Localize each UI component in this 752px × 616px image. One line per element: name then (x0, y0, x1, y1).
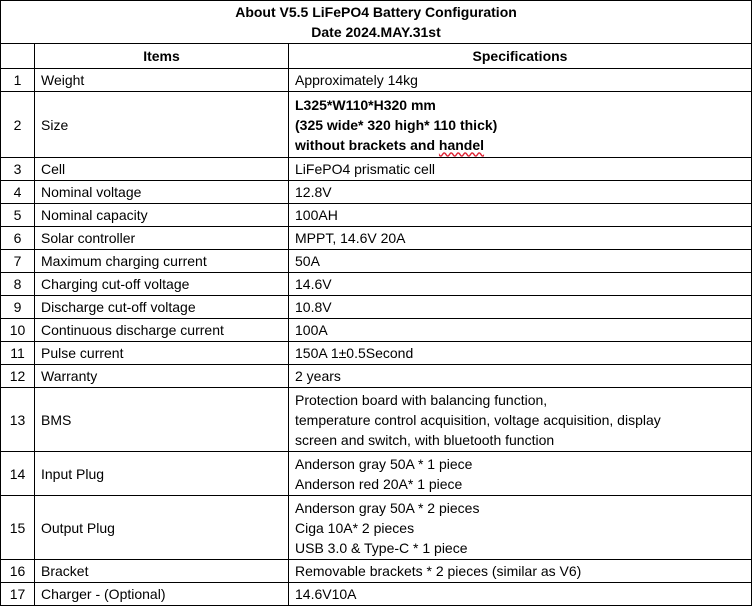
header-row (1, 44, 752, 69)
row-spec: 100A (289, 319, 752, 342)
table-row (1, 181, 752, 204)
spellcheck-word: handel (438, 136, 485, 153)
row-item: Maximum charging current (35, 250, 289, 273)
row-spec (289, 388, 752, 452)
table-row (1, 250, 752, 273)
row-item: Discharge cut-off voltage (35, 296, 289, 319)
row-item: Pulse current (35, 342, 289, 365)
header-number (1, 44, 35, 69)
spec-line: Anderson gray 50A * 1 piece (295, 455, 473, 472)
row-number: 8 (1, 273, 35, 296)
table-row (1, 273, 752, 296)
row-spec (289, 92, 752, 158)
spec-text: without brackets and (295, 136, 439, 153)
row-spec: 14.6V10A (289, 583, 752, 606)
row-spec: 10.8V (289, 296, 752, 319)
table-row (1, 496, 752, 560)
row-item: Nominal voltage (35, 181, 289, 204)
row-number: 10 (1, 319, 35, 342)
row-item: Bracket (35, 560, 289, 583)
row-number: 11 (1, 342, 35, 365)
title-line-1: About V5.5 LiFePO4 Battery Configuration (235, 4, 517, 20)
table-row (1, 342, 752, 365)
row-item: Nominal capacity (35, 204, 289, 227)
row-item: Input Plug (35, 452, 289, 496)
row-spec: 12.8V (289, 181, 752, 204)
row-number: 14 (1, 452, 35, 496)
row-spec: 50A (289, 250, 752, 273)
row-number: 3 (1, 158, 35, 181)
table-title (1, 1, 752, 44)
title-row (1, 1, 752, 44)
table-row (1, 452, 752, 496)
header-specifications: Specifications (289, 44, 752, 69)
spec-line: L325*W110*H320 mm (295, 96, 436, 113)
row-item: Charger - (Optional) (35, 583, 289, 606)
row-number: 17 (1, 583, 35, 606)
header-items: Items (35, 44, 289, 69)
table-row (1, 227, 752, 250)
row-item: Charging cut-off voltage (35, 273, 289, 296)
row-item: Solar controller (35, 227, 289, 250)
row-item: Weight (35, 69, 289, 92)
table-row (1, 560, 752, 583)
row-number: 12 (1, 365, 35, 388)
row-number: 5 (1, 204, 35, 227)
row-number: 15 (1, 496, 35, 560)
row-item: Output Plug (35, 496, 289, 560)
row-spec: MPPT, 14.6V 20A (289, 227, 752, 250)
row-number: 2 (1, 92, 35, 158)
spec-line: (325 wide* 320 high* 110 thick) (295, 116, 498, 133)
row-spec (289, 452, 752, 496)
table-row (1, 92, 752, 158)
row-item: BMS (35, 388, 289, 452)
row-spec: LiFePO4 prismatic cell (289, 158, 752, 181)
row-spec: Approximately 14kg (289, 69, 752, 92)
row-spec: 14.6V (289, 273, 752, 296)
spec-line: Protection board with balancing function, (295, 391, 548, 408)
row-number: 7 (1, 250, 35, 273)
spec-line (295, 135, 745, 155)
table-row (1, 296, 752, 319)
table-row (1, 388, 752, 452)
row-item: Continuous discharge current (35, 319, 289, 342)
spec-line: Ciga 10A* 2 pieces (295, 519, 415, 536)
table-row (1, 319, 752, 342)
table-row (1, 583, 752, 606)
row-item: Cell (35, 158, 289, 181)
table-row (1, 365, 752, 388)
row-spec: 2 years (289, 365, 752, 388)
row-spec (289, 496, 752, 560)
row-number: 13 (1, 388, 35, 452)
row-number: 9 (1, 296, 35, 319)
table-row (1, 158, 752, 181)
row-number: 6 (1, 227, 35, 250)
row-spec: 100AH (289, 204, 752, 227)
spec-line: Anderson gray 50A * 2 pieces (295, 499, 480, 516)
row-number: 1 (1, 69, 35, 92)
row-number: 16 (1, 560, 35, 583)
row-number: 4 (1, 181, 35, 204)
spec-line: USB 3.0 & Type-C * 1 piece (295, 539, 468, 556)
table-row (1, 69, 752, 92)
row-item: Size (35, 92, 289, 158)
table-row (1, 204, 752, 227)
spec-line: temperature control acquisition, voltage acquisition, display (295, 411, 661, 428)
title-line-2: Date 2024.MAY.31st (311, 24, 441, 40)
spec-line: Anderson red 20A* 1 piece (295, 475, 463, 492)
row-item: Warranty (35, 365, 289, 388)
spec-line: screen and switch, with bluetooth function (295, 431, 555, 448)
row-spec: Removable brackets * 2 pieces (similar as V6) (289, 560, 752, 583)
row-spec: 150A 1±0.5Second (289, 342, 752, 365)
